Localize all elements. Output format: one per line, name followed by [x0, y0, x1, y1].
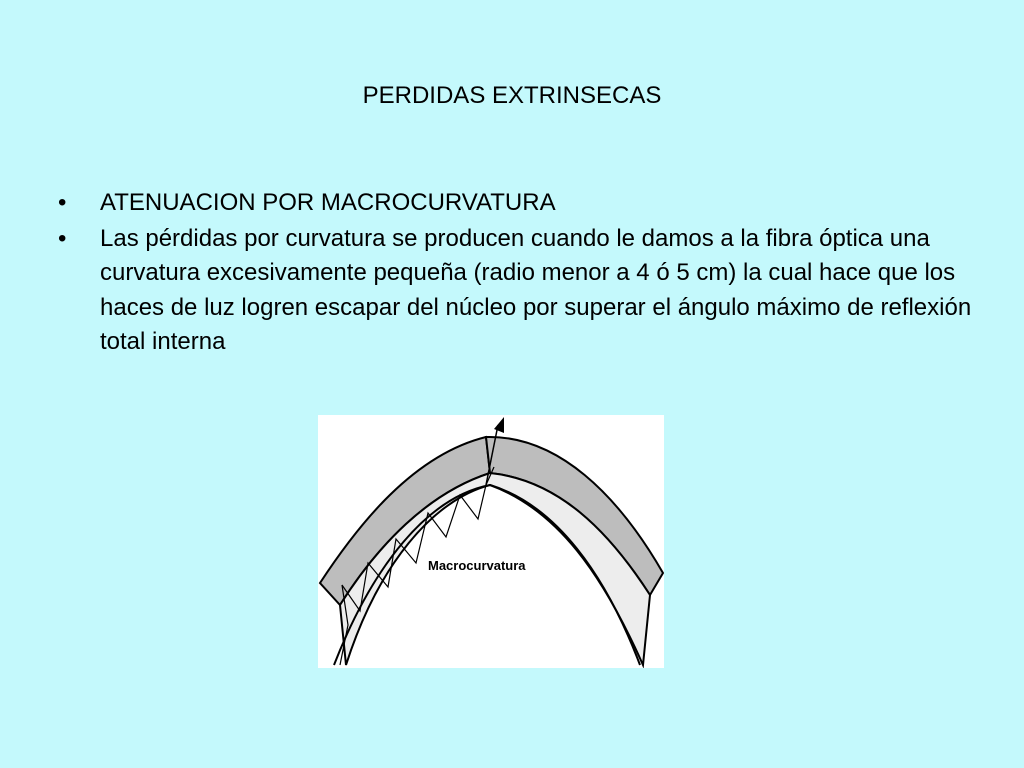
arrow-head-icon	[494, 417, 504, 433]
bullet-item	[54, 186, 974, 221]
figure-label: Macrocurvatura	[428, 558, 526, 573]
fiber-cladding-left	[320, 437, 490, 605]
bullet-item	[54, 222, 974, 360]
bullet-list	[54, 186, 974, 361]
macrocurvature-figure	[318, 415, 664, 668]
bullet-marker: •	[58, 224, 67, 252]
bullet-text: ATENUACION POR MACROCURVATURA	[100, 189, 556, 216]
slide-title: PERDIDAS EXTRINSECAS	[362, 82, 662, 109]
bullet-marker: •	[58, 189, 67, 216]
fiber-bend-diagram	[318, 415, 664, 668]
bullet-text: Las pérdidas por curvatura se producen cuando le damos a la fibra óptica una curvatura excesivamente pequeña (radio menor a 4 ó 5 cm) la cual hace que los haces de luz logren escapar del núcleo por superar el ángulo máximo de reflexión total interna	[100, 224, 972, 355]
